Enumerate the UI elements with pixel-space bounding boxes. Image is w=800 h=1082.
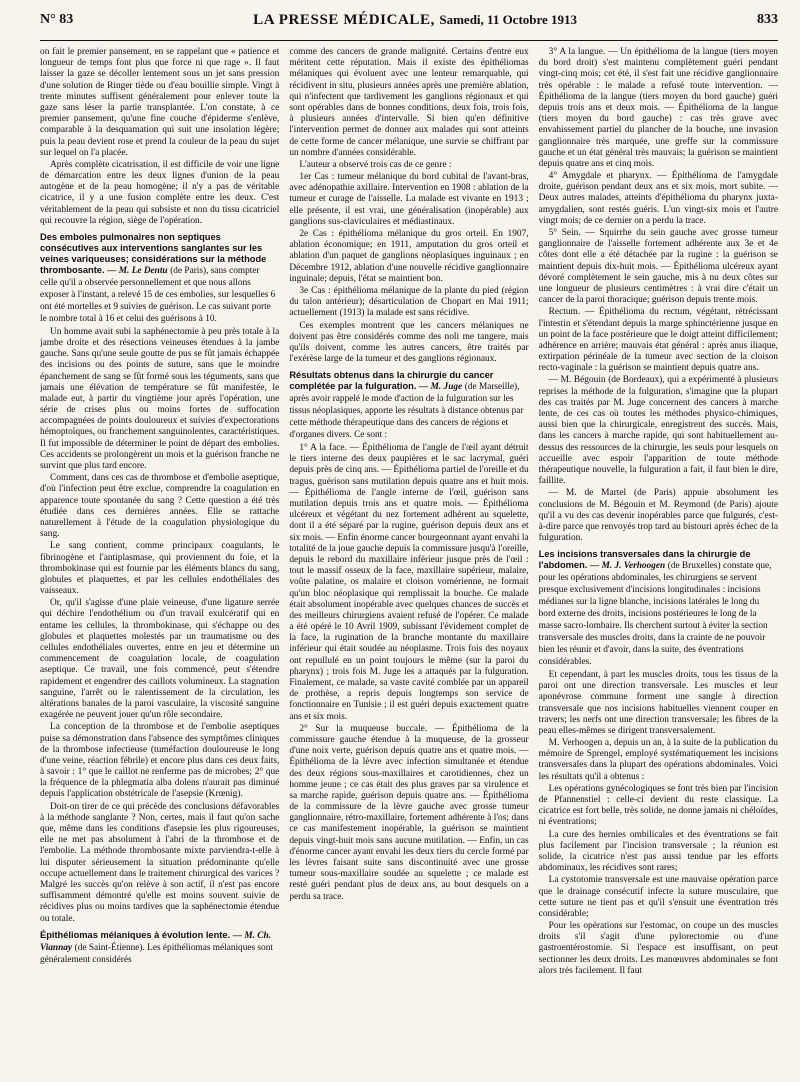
author-location: (de Saint-Étienne). [74,942,145,953]
article-author: — M. Juge [419,382,463,393]
text-columns [40,47,778,1077]
paragraph: Or, qu'il s'agisse d'une plaie veineuse, d'une ligature serrée qui déchire l'endothélium ou d'un travail exulcératif qui en entame les cellules, la thrombokinase, qui s'échappe ou des globules et plaquettes molestés par un traumatisme ou des cellules endothéliales ouvertes, entre en jeu et détermine un commencement de coagulation locale, de coagulation aseptique. Ce travail, une fois commencé, peut s'étendre rapidement et engendrer des caillots volumineux. La stagnation sanguine, l'arrêt ou le ralentissement de la circulation, les altérations banales de la paroi vasculaire, la viscosité sanguine exagérée ne peuvent jouer qu'un rôle secondaire. [40,598,280,721]
paragraph: 4° Amygdale et pharynx. — Épithélioma de l'amygdale droite, guérison pendant deux ans et six mois, mort subite. — Deux autres malades, atteints d'épithélioma du pharynx juxta-amygdalien, sont restés guéris. L'un vingt-six mois et l'autre vingt mois; de ce dernier on a perdu la trace. [538,171,778,226]
article-author: — M. J. Verhoogen [589,561,666,572]
paragraph: L'auteur a observé trois cas de ce genre : [299,159,452,170]
paragraph: 3° A la langue. — Un épithélioma de la langue (tiers moyen du bord droit) s'est maintenu complètement guéri pendant vingt-cinq mois; cet été, il s'est fait une récidive ganglionnaire très opérable : le malade a refusé toute intervention. — Épithélioma de la langue (tiers moyen du bord gauche) guéri depuis trois ans et deux mois. — Épithélioma de la langue (tiers moyen du bord gauche) : cas très grave avec envahissement partiel du plancher de la bouche, une invasion ganglionnaire très marquée, une greffe sur la commissure gauche et un état général très mauvais; la guérison se maintient depuis quatre ans et cinq mois. [538,47,778,169]
article-lead-text: sans compter celle qu'il a observée personnellement et que nous allons exposer à l'instant, a relevé 15 de ces embolies, sur lesquelles 6 ont été mortelles et 9 suivies de guérison. Le cas suivant porte le nombre total à 16 et celui des guérisons à 10. [40,265,276,324]
article-lead-text: Les épithéliomas mélaniques sont généralement considérés [40,942,273,965]
page-header [40,0,778,41]
article-heading [40,930,279,966]
article-heading [40,232,279,325]
paragraph: Pour les opérations sur l'estomac, on coupe un des muscles droits s'il s'agit d'une pylorectomie ou d'une gastroentérostomie. Si l'espace est insuffisant, on peut sectionner les deux droits. Les manœuvres abdominales se font alors très facilement. Il faut [538,921,778,976]
author-location: (de Paris), [170,265,209,276]
paragraph: 5° Sein. — Squirrhe du sein gauche avec grosse tumeur ganglionnaire de l'aisselle fortement adhérente aux 3e et 4e côtes dont elle a été détachée par la rugine : la guérison se maintient depuis dix-huit mois. — Épithélioma ulcéreux ayant dévoré complètement le sein gauche, mis à nu deux côtes sur une longueur de plusieurs centimètres : à vrai dire c'était un cancer de la paroi thoracique; guérison depuis trente mois. [538,228,778,306]
paragraph: — M. de Martel (de Paris) appuie absolument les conclusions de M. Bégouin et M. Reymond (de Paris) ajoute qu'il a vu des cas devenir inopérables parce que fulgurés, c'est-à-dire parce que renvoyés trop tard au bistouri après échec de la fulguration. [538,488,778,544]
paragraph: Le sang contient, comme principaux coagulants, le fibrinogène et l'antiplasmase, qui proviennent du foie, et la thrombokinase qui est fournie par les éléments blancs du sang, globules et plaquettes, et par les cellules endothéliales des vaisseaux. [40,541,280,597]
paragraph: Les opérations gynécologiques se font très bien par l'incision de Pfannenstiel : celle-ci devient du reste classique. La cicatrice est fort belle, très solide, ne donne jamais ni chéloïdes, ni éventrations; [538,783,778,828]
author-location: (de Marseille), [464,382,520,393]
column-1 [40,47,279,1077]
article-title: Épithéliomas mélaniques à évolution lente. [40,929,231,940]
issue-date: Samedi, 11 Octobre 1913 [439,11,578,27]
paragraph: Ces exemples montrent que les cancers mélaniques ne doivent pas être considérés comme des noli me tangere, mais qu'ils doivent, comme les autres cancers, être traités par l'exérèse large de la tumeur et des ganglions régionaux. [289,320,529,365]
article-heading [539,549,778,668]
paragraph: comme des cancers de grande malignité. Certains d'entre eux méritent cette réputation. Mais il existe des épithéliomas mélaniques qui évoluent avec une lenteur remarquable, qui récidivent in situ, plusieurs années après une première ablation, qui n'infectent que tardivement les ganglions régionaux et qui sont opérables dans de bonnes conditions, deux fois, trois fois, à plusieurs années d'intervalle. Si bien qu'en définitive l'intervention permet de donner aux malades qui sont atteints de cette forme de cancer mélanique, une survie se chiffrant par un nombre d'années considérable. [289,47,529,158]
paragraph: La cure des hernies ombilicales et des éventrations se fait plus facilement par l'incision transversale ; la réunion est solide, la cicatrice n'est pas aussi tendue par les efforts abdominaux, les récidives sont rares; [538,829,778,874]
paragraph: 1° A la face. — Épithélioma de l'angle de l'œil ayant détruit le tiers interne des deux paupières et le sac lacrymal, guéri depuis près de cinq ans. — Épithélioma partiel de l'oreille et du tragus, guérison sans mutilation depuis quatre ans et huit mois. — Épithélioma de l'angle interne de l'œil, guérison sans mutilation depuis trois ans et quatre mois. — Épithélioma ulcéreux et végétant du nez fortement adhérent au squelette, dont il a été séparé par la rugine, guérison depuis deux ans et six mois. — Enfin énorme cancer bourgeonnant ayant envahi la totalité de la joue gauche depuis la commissure jusqu'à l'oreille, depuis le rebord du maxillaire inférieur jusque près de l'œil : tout le massif osseux de la face, maxillaire supérieur, malaire, voûte palatine, os malaire et cloison vomérienne, ne formait qu'un bloc néoplasique qui remplissait la bouche. Ce malade était absolument inopérable avec quelques chances de succès et des meilleurs chirurgiens avaient refusé de l'opérer. Ce malade a été opéré le 10 Avril 1909, subissant l'évidement complet de la face, la rugination de la branche montante du maxillaire inférieur qui était soudée au néoplasme. Trois fois des noyaux ont repullulé en un point toujours le même (sur la paroi du pharynx) ; trois fois M. Juge les a attaqués par la fulguration. Finalement, ce malade, sa vaste cavité comblée par un appareil de prothèse, a repris depuis longtemps son service de fonctionnaire en Tunisie ; il est guéri depuis exactement quatre ans et six mois. [289,443,529,722]
article-title: Résultats obtenus dans la chirurgie du cancer complétée par la fulguration. [289,370,494,392]
article-heading [289,370,528,441]
column-3 [539,47,778,1077]
paragraph: on fait le premier pansement, en se rappelant que « patience et longueur de temps font plus que force ni que rage ». Il faut laisser la gaze se décoller lentement sous un jet sans pression d'une solution de Ringer tiède ou d'eau bouillie simple. Vingt à trente minutes suffisent généralement pour enlever toute la gaze sans léser la partie transplantée. L'on constate, à ce premier pansement, qu'une fine couche d'épiderme s'enlève, comparable à la desquamation qui suit une insolation légère; puis la peau devient rose et prend la couleur de la peau du sujet sur lequel on l'a placée. [40,47,280,158]
paragraph: Rectum. — Épithélioma du rectum, végétant, rétrécissant l'intestin et s'étendant depuis la marge sphinctérienne jusque en un point de la face postérieure que le doigt atteint difficilement; adhérence en arrière; mauvais état général : après anus iliaque, extirpation périnéale de la tumeur avec section de la cloison recto-vaginale : la guérison se maintient depuis quatre ans. [538,307,778,374]
paragraph: La conception de la thrombose et de l'embolie aseptiques puise sa démonstration dans l'absence des symptômes cliniques de la thrombose infectieuse (tuméfaction douloureuse le long d'une veine, réaction fébrile) et encore plus dans ces deux faits, à savoir : 1° que le caillot ne renferme pas de microbes; 2° que la fréquence de la phlegmatia alba dolens n'aurait pas diminué depuis l'application obstétricale de l'asepsie (Krœnig). [40,722,280,800]
article-lead-text: après avoir rappelé le mode d'action de la fulguration sur les tissus néoplasiques, apporte les résultats à distance obtenus par cette méthode thérapeutique dans des cancers de régions et d'organes divers. Ce sont : [289,394,524,441]
paragraph: 2e Cas : épithélioma mélanique du gros orteil. En 1907, ablation économique; en 1911, amputation du gros orteil et ablation d'un paquet de ganglions néoplasiques inguinaux ; en Décembre 1912, ablation d'une nouvelle récidive ganglionnaire inguinale; depuis, l'état se maintient bon. [289,229,529,284]
paragraph: Un homme avait subi la saphénectomie à peu près totale à la jambe droite et des résections veineuses étendues à la jambe gauche. Sans qu'une seule goutte de pus se fût jamais échappée des incisions ou des points de suture, sans que le moindre épanchement de sang se fût formé sous les téguments, sans que jamais une élévation de température se fût manifestée, le malade eut, à partir du vingtième jour après l'opération, une série de crises plus ou moins fortes de suffocation accompagnées de points douloureux et suivies d'expectorations hémoptoïques, ou franchement sanguinolentes, caractéristiques. Il fut impossible de déterminer le point de départ des embolies. Ces accidents se prolongèrent un mois et la guérison franche ne survint que plus tard encore. [40,326,280,471]
paragraph: 3e Cas : épithélioma mélanique de la plante du pied (région du talon antérieur); désarticulation de Chopart en Mai 1911; actuellement (1913) la malade est sans récidive. [289,285,529,319]
article-lead-text: constate que, pour les opérations abdominales, les chirurgiens se servent presque exclusivement d'incisions longitudinales : incisions médianes sur la ligne blanche, incisions latérales le long du bord externe des droits, incisions postérieures le long de la masse sacro-lombaire. Ils cherchent surtout à éviter la section transversale des muscles droits, dans la crainte de ne pouvoir bien les réunir et d'avoir, dans la suite, des éventrations considérables. [538,561,772,667]
column-2 [289,47,528,1077]
article-author: — M. Ch. Viannay [40,930,271,953]
paragraph: Et cependant, à part les muscles droits, tous les tissus de la paroi ont une direction transversale. Les muscles et leur aponévrose commune forment une sangle à direction transversale que nos incisions habituelles viennent couper en travers; les nerfs ont une direction transversale; les fibres de la peau elles-mêmes se dirigent transversalement. [538,669,778,736]
article-author: — M. Le Dentu [107,265,168,276]
journal-title: LA PRESSE MÉDICALE, [253,11,435,28]
page-number-right: 833 [756,12,778,27]
article-title: Les incisions transversales dans la chirurgie de l'abdomen. [538,549,751,571]
paragraph: Après complète cicatrisation, il est difficile de voir une ligne de démarcation entre les deux lignes d'union de la peau autogène et de la peau homogène; il n'y a pas de véritable cicatrice, il y a une fusion complète entre les deux. C'est véritablement de la peau qui subsiste et non du tissu cicatriciel qui recouvre la région, siège de l'opération. [40,159,280,226]
paragraph: La cystotomie transversale est une mauvaise opération parce que le drainage consécutif infecte la suture musculaire, que cette suture ne tient pas et qu'il s'ensuit une éventration très considérable; [538,875,778,919]
paragraph: 1er Cas : tumeur mélanique du bord cubital de l'avant-bras, avec adénopathie axillaire. Intervention en 1908 : ablation de la tumeur et curage de l'aisselle. La malade est vivante en 1913 ; elle présente, il est vrai, une généralisation (inopérable) aux ganglions sus-claviculaires et médiastinaux. [289,172,529,227]
paragraph: Comment, dans ces cas de thrombose et d'embolie aseptique, d'où l'infection peut être exclue, comprendre la coagulation en apparence toute spontanée du sang ? Cette question a été très étudiée dans ces dernières années. Elle se rattache naturellement à l'étude de la coagulation physiologique du sang. [40,473,280,540]
paragraph: 2° Sur la muqueuse buccale. — Épithélioma de la commissure gauche étendue à la muqueuse, de la grosseur d'une noix verte, guérison depuis quatre ans et quatre mois. — Épithélioma de la lèvre avec infection simultanée et étendue des deux régions sous-maxillaires et carotidiennes, chez un homme jeune ; ce cas était des plus graves par sa virulence et sa marche rapide, guérison depuis quatre ans. — Épithélioma de la commissure de la lèvre gauche avec grosse tumeur ganglionnaire, rétro-maxillaire, fortement adhérente à l'os; dans ce cas manifestement inopérable, la guérison se maintient depuis vingt-huit mois sans aucune mutilation. — Enfin, un cas d'énorme cancer ayant envahi les deux tiers du cercle formé par les lèvres faisant suite sans discontinuité avec une grosse tumeur sous-maxillaire soudée au squelette ; ce malade est resté guéri pendant plus de deux ans, au bout desquels on a perdu sa trace. [289,723,529,902]
article-title: Des emboles pulmonaires non septiques consécutives aux interventions sanglantes sur les veines variqueuses; considérations sur la méthode thrombosante. [40,232,267,275]
paragraph: M. Verhoogen a, depuis un an, à la suite de la publication du mémoire de Sprengel, employé systématiquement les incisions transversales dans la plupart des opérations abdominales. Voici les résultats qu'il a obtenus : [538,738,778,782]
author-location: (de Bruxelles) [667,561,721,572]
journal-title-line [253,12,577,29]
page-number-left: N° 83 [40,12,74,27]
paragraph: Doit-on tirer de ce qui précède des conclusions défavorables à la méthode sanglante ? Non, certes, mais il faut qu'on sache que, même dans les conditions d'asepsie les plus rigoureuses, elle ne met pas absolument à l'abri de la thrombose et de l'embolie. La méthode thrombosante mixte parviendra-t-elle à lui disputer sérieusement la situation prédominante qu'elle occupe actuellement dans le traitement chirurgical des varices ? Malgré les succès qu'on relève à son actif, il n'est pas encore suffisamment démontré qu'elle est moins souvent suivie de récidives plus ou moins tardives que la saphénectomie étendue ou totale. [40,801,280,924]
paragraph: — M. Bégouin (de Bordeaux), qui a expérimenté à plusieurs reprises la méthode de la fulguration, s'imagine que la plupart des cas traités par M. Juge concernent des cancers à marche lente, de ces cas où toutes les méthodes physico-chimiques, aussi bien que la chirurgicale, enregistrent des succès. Mais, dans les cancers à marche rapide, qui sont habituellement au-dessus des ressources de la chirurgie, les seuls pour lesquels on accueille avec espoir l'apparition de toute méthode thérapeutique nouvelle, la fulguration a fait, il faut bien le dire, faillite. [538,375,778,487]
